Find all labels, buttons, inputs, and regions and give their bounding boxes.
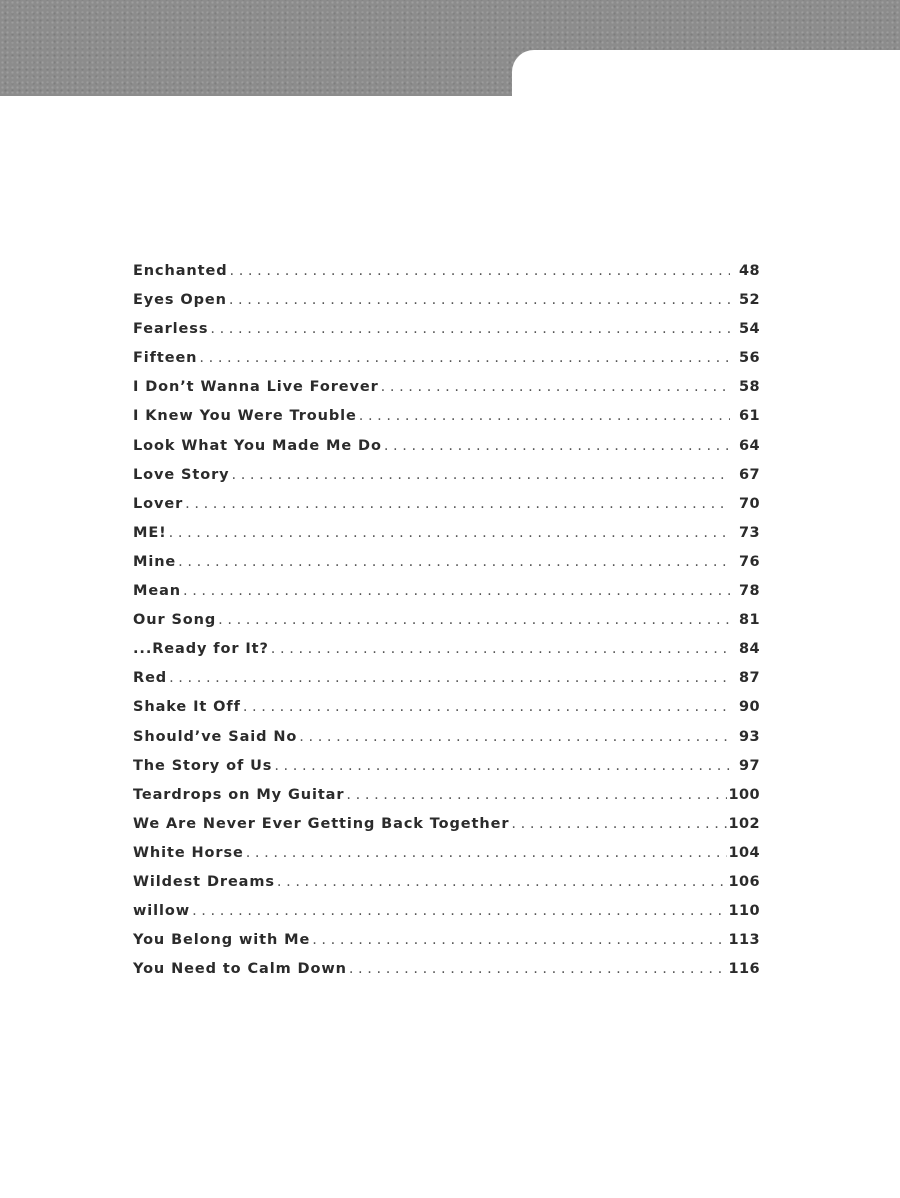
dot-leader [229, 292, 730, 308]
toc-entry-title: Look What You Made Me Do [133, 437, 382, 454]
dot-leader [384, 438, 730, 454]
toc-entry[interactable] [133, 292, 760, 321]
dot-leader [243, 699, 730, 715]
dot-leader [178, 554, 730, 570]
toc-entry[interactable] [133, 758, 760, 787]
toc-entry-title: Eyes Open [133, 292, 227, 309]
dot-leader [271, 641, 730, 657]
toc-entry[interactable] [133, 903, 760, 932]
toc-entry-page: 97 [739, 757, 760, 774]
toc-entry-page: 78 [739, 583, 760, 600]
toc-entry[interactable] [133, 525, 760, 554]
toc-entry-title: Mean [133, 583, 181, 600]
toc-entry-title: Wildest Dreams [133, 873, 275, 890]
toc-entry[interactable] [133, 263, 760, 292]
toc-entry-page: 56 [739, 350, 760, 367]
table-of-contents [133, 263, 760, 990]
dot-leader [346, 787, 726, 803]
toc-entry-title: Red [133, 670, 168, 687]
toc-entry-title: You Need to Calm Down [133, 961, 347, 978]
dot-leader [199, 350, 730, 366]
toc-entry-title: Love Story [133, 466, 230, 483]
header-tab [512, 50, 900, 110]
toc-entry-page: 81 [739, 612, 760, 629]
toc-entry-title: The Story of Us [133, 757, 273, 774]
toc-entry-page: 106 [728, 873, 760, 890]
toc-entry[interactable] [133, 379, 760, 408]
toc-entry[interactable] [133, 408, 760, 437]
toc-entry-page: 116 [728, 961, 760, 978]
dot-leader [183, 583, 730, 599]
toc-entry-title: Fearless [133, 321, 209, 338]
toc-entry-title: Enchanted [133, 263, 228, 279]
toc-entry[interactable] [133, 729, 760, 758]
toc-entry-title: Shake It Off [133, 699, 241, 716]
toc-entry-page: 67 [739, 466, 760, 483]
toc-entry-title: I Don’t Wanna Live Forever [133, 379, 379, 396]
toc-entry-title: We Are Never Ever Getting Back Together [133, 815, 510, 832]
toc-entry[interactable] [133, 845, 760, 874]
toc-entry[interactable] [133, 496, 760, 525]
toc-entry-title: Should’ve Said No [133, 728, 298, 745]
toc-entry[interactable] [133, 554, 760, 583]
dot-leader [349, 961, 727, 977]
toc-entry-page: 76 [739, 553, 760, 570]
toc-entry[interactable] [133, 816, 760, 845]
toc-entry-title: You Belong with Me [133, 932, 311, 949]
toc-entry[interactable] [133, 787, 760, 816]
toc-entry-title: I Knew You Were Trouble [133, 408, 357, 425]
toc-entry[interactable] [133, 699, 760, 728]
toc-entry[interactable] [133, 350, 760, 379]
toc-entry[interactable] [133, 670, 760, 699]
toc-entry-page: 61 [739, 408, 760, 425]
toc-entry-page: 70 [739, 495, 760, 512]
toc-entry-title: Mine [133, 553, 177, 570]
toc-entry-title: Fifteen [133, 350, 198, 367]
toc-entry-title: White Horse [133, 844, 244, 861]
toc-entry-title: willow [133, 903, 191, 920]
toc-entry[interactable] [133, 874, 760, 903]
dot-leader [381, 379, 730, 395]
dot-leader [299, 729, 730, 745]
toc-entry[interactable] [133, 612, 760, 641]
toc-entry-page: 113 [728, 932, 760, 949]
toc-entry-page: 110 [728, 903, 760, 920]
toc-entry[interactable] [133, 932, 760, 961]
dot-leader [231, 467, 730, 483]
dot-leader [169, 525, 730, 541]
dot-leader [246, 845, 727, 861]
dot-leader [312, 932, 726, 948]
dot-leader [277, 874, 727, 890]
toc-entry[interactable] [133, 467, 760, 496]
toc-entry-title: Teardrops on My Guitar [133, 786, 345, 803]
toc-entry-page: 54 [739, 321, 760, 338]
toc-entry-page: 58 [739, 379, 760, 396]
toc-entry-page: 100 [728, 786, 760, 803]
toc-entry-page: 48 [739, 263, 760, 279]
toc-entry-page: 104 [728, 844, 760, 861]
toc-entry-page: 87 [739, 670, 760, 687]
dot-leader [230, 263, 731, 279]
toc-entry[interactable] [133, 583, 760, 612]
dot-leader [359, 408, 730, 424]
toc-entry[interactable] [133, 321, 760, 350]
dot-leader [511, 816, 726, 832]
dot-leader [169, 670, 730, 686]
toc-entry-page: 64 [739, 437, 760, 454]
dot-leader [192, 903, 726, 919]
toc-entry-page: 90 [739, 699, 760, 716]
dot-leader [218, 612, 730, 628]
dot-leader [210, 321, 730, 337]
toc-entry[interactable] [133, 961, 760, 990]
toc-entry-title: Our Song [133, 612, 217, 629]
toc-entry-title: Lover [133, 495, 184, 512]
toc-entry-title: ME! [133, 524, 167, 541]
toc-entry[interactable] [133, 438, 760, 467]
toc-entry-page: 84 [739, 641, 760, 658]
toc-entry-title: ...Ready for It? [133, 641, 269, 658]
dot-leader [274, 758, 730, 774]
toc-entry-page: 102 [728, 815, 760, 832]
toc-entry-page: 52 [739, 292, 760, 309]
toc-entry-page: 93 [739, 728, 760, 745]
toc-entry-page: 73 [739, 524, 760, 541]
dot-leader [185, 496, 730, 512]
toc-entry[interactable] [133, 641, 760, 670]
